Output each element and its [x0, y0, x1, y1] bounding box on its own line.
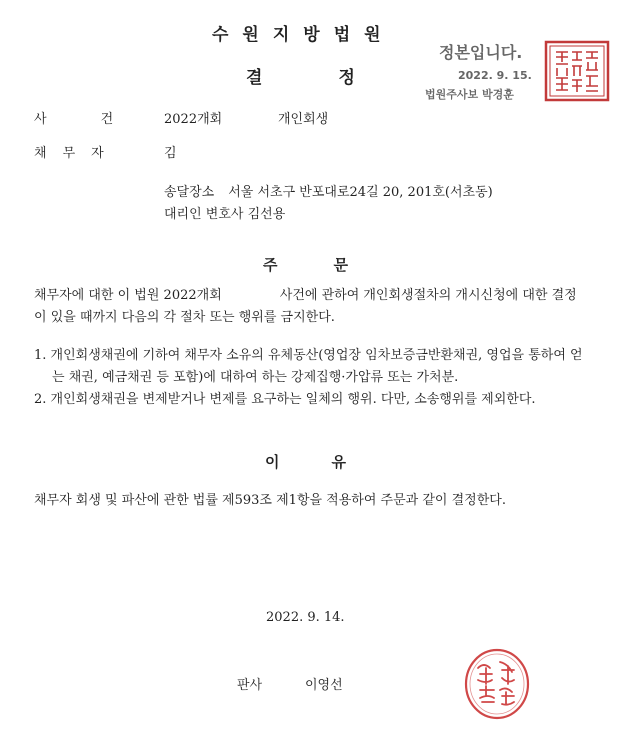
judge-name: 이영선	[305, 678, 343, 693]
case-number: 2022개회	[164, 112, 223, 127]
case-name: 개인회생	[278, 112, 329, 127]
judge-label: 판사	[237, 678, 263, 693]
order-heading: 주 문	[263, 256, 348, 274]
order-intro-part1: 채무자에 대한 이 법원 2022개회	[34, 288, 222, 303]
order-item-1: 1. 개인회생채권에 기하여 채무자 소유의 유체동산(영업장 임차보증금반환채권, 영업을 통하여 얻는 채권, 예금채권 등 포함)에 대하여 하는 강제집행·가압류 또는 가처분.	[34, 348, 583, 385]
delivery-place-address: 서울 서초구 반포대로24길 20, 201호(서초동)	[228, 185, 493, 200]
delivery-place-label: 송달장소	[164, 185, 215, 200]
court-seal-icon	[544, 40, 610, 102]
debtor-name: 김	[164, 146, 177, 161]
decision-date: 2022. 9. 14.	[266, 610, 345, 625]
doc-type-char-2: 정	[338, 68, 355, 88]
order-intro	[34, 285, 582, 329]
reason-heading: 이 유	[265, 453, 346, 471]
order-intro-part2: 사건에 관하여 개인회생절차의 개시신청에 대한 결정이 있을 때까지 다음의 각 절차 또는 행위를 금지한다.	[34, 288, 577, 325]
order-item-2: 2. 개인회생채권을 변제받거나 변제를 요구하는 일체의 행위. 다만, 소송행위를 제외한다.	[34, 392, 536, 407]
judge-seal-icon	[462, 646, 532, 722]
court-name: 수원지방법원	[212, 25, 395, 45]
doc-type-char-1: 결	[246, 68, 263, 88]
debtor-label: 채 무 자	[34, 146, 104, 161]
legal-agent: 대리인 변호사 김선용	[164, 207, 286, 222]
delivery-place	[164, 181, 493, 200]
reason-text: 채무자 회생 및 파산에 관한 법률 제593조 제1항을 적용하여 주문과 같이 결정한다.	[34, 493, 506, 508]
document-type	[246, 63, 355, 88]
certified-copy-title: 정본입니다.	[439, 43, 523, 62]
certifying-clerk: 법원주사보 박경훈	[425, 88, 514, 101]
certified-copy-date: 2022. 9. 15.	[458, 69, 532, 82]
case-label: 사 건	[34, 112, 114, 127]
